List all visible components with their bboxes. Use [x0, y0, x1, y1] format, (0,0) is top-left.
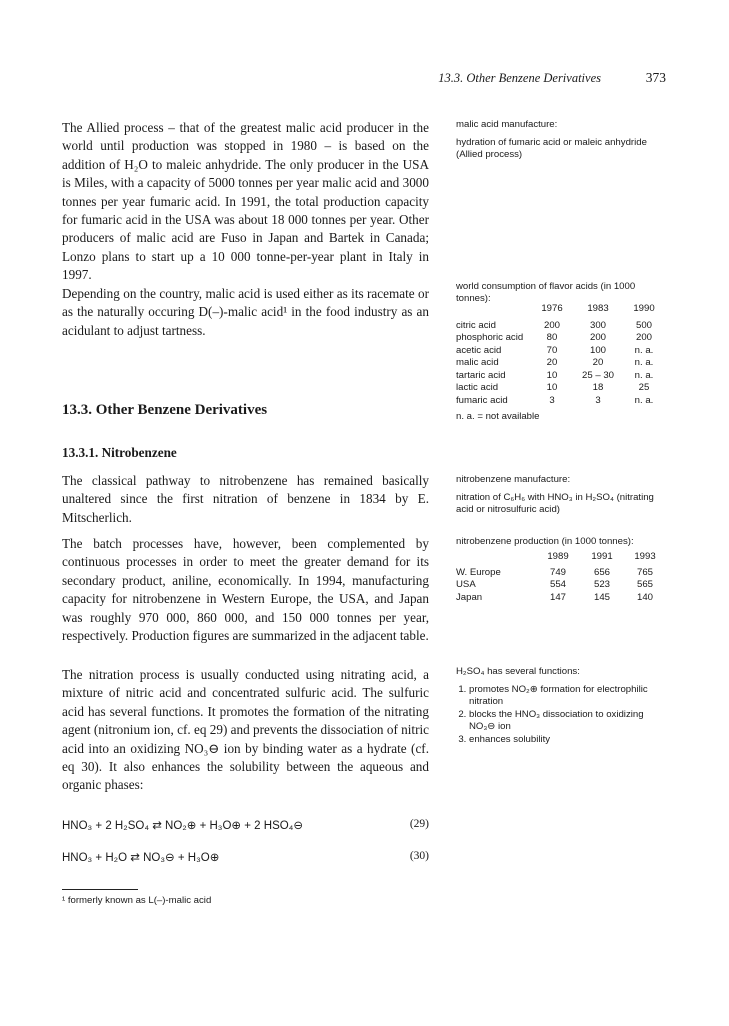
- paragraph-malic-use: [62, 285, 429, 340]
- table-cell: 3: [549, 394, 555, 406]
- note-text: nitration of C₆H₆ with HNO₃ in H₂SO₄ (nitrating acid or nitrosulfuric acid): [456, 492, 654, 515]
- margin-note-h2so4: [456, 666, 666, 747]
- paragraph-allied-process: [62, 119, 429, 285]
- running-title: 13.3. Other Benzene Derivatives: [438, 71, 601, 85]
- table-row: [456, 592, 666, 605]
- table-cell: 200: [543, 319, 560, 331]
- page-number: 373: [645, 70, 666, 85]
- list-item: 3. enhances solubility: [469, 734, 666, 746]
- equation-30: [62, 850, 429, 864]
- table-cell: 200: [589, 332, 606, 343]
- paragraph-text: The classical pathway to nitrobenzene has remained basically unaltered since the first nitration of benzene in 1834 by E. Mitscherlich.: [62, 473, 429, 525]
- table-cell: n. a.: [634, 394, 654, 406]
- row-label: tartaric acid: [456, 369, 506, 381]
- table-cell: 100: [589, 344, 606, 356]
- row-label: citric acid: [456, 319, 496, 331]
- table-cell: 18: [592, 382, 604, 393]
- row-label: USA: [456, 579, 476, 590]
- paragraph-nitration-process: [62, 666, 429, 795]
- functions-list: [456, 684, 666, 746]
- table-cell: 10: [546, 369, 558, 381]
- row-label: W. Europe: [456, 566, 501, 578]
- equation-29: [62, 818, 429, 832]
- table-cell: 565: [636, 579, 653, 590]
- table-cell: 147: [549, 591, 566, 603]
- table-row: [456, 370, 666, 383]
- paragraph-batch-processes: [62, 535, 429, 645]
- table-row: [456, 320, 666, 333]
- table-cell: 554: [549, 579, 566, 590]
- row-label: malic acid: [456, 357, 499, 368]
- table-cell: 70: [546, 344, 558, 356]
- footnote-rule: [62, 889, 138, 890]
- margin-table-production: [456, 536, 666, 604]
- table-row: [456, 395, 666, 408]
- table-note: n. a. = not available: [456, 411, 540, 422]
- table-row: [456, 345, 666, 358]
- table-row: [456, 332, 666, 345]
- table-cell: n. a.: [634, 369, 654, 381]
- equation-number: (30): [409, 850, 429, 862]
- row-label: phosphoric acid: [456, 332, 524, 343]
- table-cell: 10: [546, 382, 558, 393]
- table-cell: 25: [638, 382, 650, 393]
- table-cell: 20: [592, 357, 604, 368]
- table-cell: 20: [546, 357, 558, 368]
- list-item: 2. blocks the HNO₃ dissociation to oxidizing NO₃⊖ ion: [469, 709, 666, 733]
- equation-formula: HNO₃ + H₂O ⇄ NO₃⊖ + H₃O⊕: [62, 852, 220, 864]
- table-cell: 523: [593, 579, 610, 590]
- year-header: 1993: [634, 551, 656, 562]
- paragraph-classical-pathway: [62, 472, 429, 527]
- table-cell: 3: [595, 394, 601, 406]
- table-title: world consumption of flavor acids (in 1000 tonnes):: [456, 281, 636, 304]
- production-table: [456, 551, 666, 604]
- paragraph-text: Depending on the country, malic acid is used either as its racemate or as the naturally occuring D(–)-malic acid¹ in the food industry as an acidulant to adjust tartness.: [62, 286, 429, 338]
- table-row: [456, 382, 666, 395]
- table-row: [456, 579, 666, 592]
- year-header: 1990: [633, 303, 655, 314]
- table-row: [456, 357, 666, 370]
- margin-note-malic: [456, 119, 666, 161]
- equation-number: (29): [409, 818, 429, 830]
- paragraph-text: The Allied process – that of the greatest malic acid producer in the world until production was stopped in 1980 – is based on the addition of H₂O to maleic anhydride. The only producer in the USA is Miles, with a capacity of 5000 tonnes per year malic acid and 3000 tonnes per year fumaric acid. In 1991, the total production capacity for fumaric acid in the USA was about 18 000 tonnes per year. Other producers of malic acid are Fuso in Japan and Bartek in Canada; Lonzo plans to start up a 10 000 tonne-per-year plant in Italy in 1997.: [62, 120, 429, 283]
- row-label: fumaric acid: [456, 394, 508, 406]
- footnote: ¹ formerly known as L(–)-malic acid: [62, 895, 212, 906]
- note-text: hydration of fumaric acid or maleic anhydride (Allied process): [456, 137, 647, 160]
- flavor-table: [456, 303, 666, 407]
- table-header-row: [456, 551, 666, 564]
- table-row: [456, 567, 666, 580]
- margin-table-flavor-acids: [456, 281, 666, 423]
- paragraph-text: The nitration process is usually conducted using nitrating acid, a mixture of nitric acid and concentrated sulfuric acid. The sulfuric acid has several functions. It promotes the formation of the nitrating agent (nitronium ion, cf. eq 29) and prevents the dissociation of nitric acid into an oxidizing NO₃⊖ ion by binding water as a hydrate (cf. eq 30). It also enhances the solubility between the aqueous and organic phases:: [62, 667, 429, 793]
- table-title: nitrobenzene production (in 1000 tonnes):: [456, 536, 634, 547]
- margin-note-nitrobenzene: [456, 474, 666, 516]
- year-header: 1989: [547, 551, 569, 562]
- year-header: 1991: [591, 551, 613, 562]
- row-label: lactic acid: [456, 382, 499, 393]
- table-cell: 500: [635, 319, 652, 331]
- table-cell: 140: [636, 591, 653, 603]
- table-cell: 656: [593, 566, 610, 578]
- row-label: Japan: [456, 591, 483, 603]
- table-cell: 765: [636, 566, 653, 578]
- list-item: 1. promotes NO₂⊕ formation for electrophilic nitration: [469, 684, 666, 708]
- section-heading: 13.3. Other Benzene Derivatives: [62, 402, 268, 418]
- table-cell: 25 – 30: [581, 369, 614, 381]
- table-cell: 749: [549, 566, 566, 578]
- table-cell: n. a.: [634, 344, 654, 356]
- paragraph-text: The batch processes have, however, been complemented by continuous processes in order to meet the greater demand for its secondary product, aniline, economically. In 1994, manufacturing capacity for nitrobenzene in Western Europe, the USA, and Japan was roughly 970 000, 860 000, and 150 000 tonnes per year, respectively. Production figures are summarized in the adjacent table.: [62, 536, 429, 644]
- year-header: 1983: [587, 303, 609, 314]
- subsection-heading: 13.3.1. Nitrobenzene: [62, 445, 177, 460]
- table-cell: n. a.: [634, 357, 654, 368]
- table-cell: 200: [635, 332, 652, 343]
- table-cell: 145: [593, 591, 610, 603]
- note-title: H₂SO₄ has several functions:: [456, 666, 580, 677]
- table-cell: 300: [589, 319, 606, 331]
- note-title: malic acid manufacture:: [456, 119, 558, 130]
- equation-formula: HNO₃ + 2 H₂SO₄ ⇄ NO₂⊕ + H₃O⊕ + 2 HSO₄⊖: [62, 820, 304, 832]
- note-title: nitrobenzene manufacture:: [456, 474, 571, 485]
- year-header: 1976: [541, 303, 563, 314]
- table-cell: 80: [546, 332, 558, 343]
- row-label: acetic acid: [456, 344, 502, 356]
